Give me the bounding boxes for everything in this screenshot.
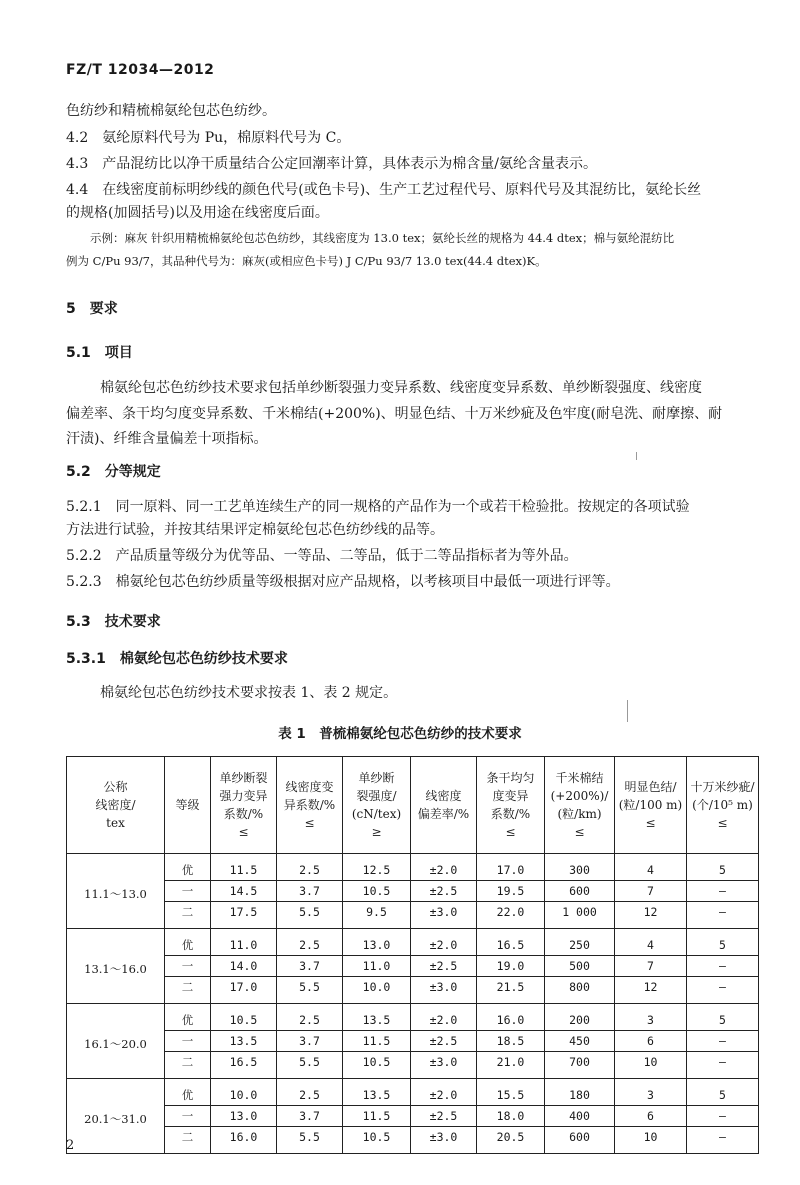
- grade-cell: 一: [165, 1031, 211, 1052]
- value-cell: 600: [545, 881, 615, 902]
- value-cell: 2.5: [277, 1004, 343, 1031]
- nominal-density-cell: 13.1～16.0: [67, 929, 165, 1004]
- grade-cell: 一: [165, 1106, 211, 1127]
- header-tenacity: 单纱断 裂强度/ (cN/tex) ≥: [343, 757, 411, 854]
- table-row: [67, 854, 759, 881]
- header-strength-cv: 单纱断裂 强力变异 系数/% ≤: [211, 757, 277, 854]
- example-line1: 示例：麻灰 针织用精梳棉氨纶包芯色纺纱，其线密度为 13.0 tex；氨纶长丝的规格为 44.4 dtex；棉与氨纶混纺比: [90, 231, 675, 245]
- header-density-cv: 线密度变 异系数/% ≤: [277, 757, 343, 854]
- table-row: [67, 956, 759, 977]
- value-cell: 14.5: [211, 881, 277, 902]
- value-cell: 5: [687, 929, 759, 956]
- clause-5-1-line2: 偏差率、条干均匀度变异系数、千米棉结(+200%)、明显色结、十万米纱疵及色牢度(耐皂洗、耐摩擦、耐: [66, 406, 723, 422]
- clause-5-2-2: 5.2.2 产品质量等级分为优等品、一等品、二等品，低于二等品指标者为等外品。: [66, 548, 578, 564]
- value-cell: ±2.0: [411, 854, 477, 881]
- header-color-knots: 明显色结/ (粒/100 m) ≤: [615, 757, 687, 854]
- value-cell: 10.5: [343, 881, 411, 902]
- scan-mark: [636, 452, 637, 460]
- value-cell: —: [687, 881, 759, 902]
- table-1-caption: 表 1 普梳棉氨纶包芯色纺纱的技术要求: [278, 726, 522, 742]
- value-cell: 3.7: [277, 1106, 343, 1127]
- paragraph-continuation: 色纺纱和精梳棉氨纶包芯色纺纱。: [66, 103, 276, 119]
- value-cell: ±3.0: [411, 902, 477, 929]
- value-cell: 10.0: [211, 1079, 277, 1106]
- value-cell: 11.0: [343, 956, 411, 977]
- clause-4-2: 4.2 氨纶原料代号为 Pu，棉原料代号为 C。: [66, 130, 351, 146]
- value-cell: 500: [545, 956, 615, 977]
- clause-5-2-3: 5.2.3 棉氨纶包芯色纺纱质量等级根据对应产品规格，以考核项目中最低一项进行评等。: [66, 574, 620, 590]
- value-cell: 2.5: [277, 929, 343, 956]
- value-cell: 12: [615, 902, 687, 929]
- header-nominal-density: 公称 线密度/ tex: [67, 757, 165, 854]
- clause-5-1-line3: 汗渍)、纤维含量偏差十项指标。: [66, 431, 268, 447]
- value-cell: 9.5: [343, 902, 411, 929]
- value-cell: 3: [615, 1079, 687, 1106]
- value-cell: —: [687, 902, 759, 929]
- value-cell: 7: [615, 956, 687, 977]
- header-neps: 千米棉结 (+200%)/ (粒/km) ≤: [545, 757, 615, 854]
- section-5-3-1-heading: 5.3.1 棉氨纶包芯色纺纱技术要求: [66, 651, 288, 667]
- value-cell: ±2.5: [411, 1106, 477, 1127]
- clause-5-2-1-line1: 5.2.1 同一原料、同一工艺单连续生产的同一规格的产品作为一个或若干检验批。按规定的各项试验: [66, 499, 690, 515]
- value-cell: 17.5: [211, 902, 277, 929]
- grade-cell: 二: [165, 1127, 211, 1154]
- value-cell: 10.0: [343, 977, 411, 1004]
- value-cell: 5.5: [277, 1127, 343, 1154]
- value-cell: 11.5: [343, 1106, 411, 1127]
- header-evenness-cv: 条干均匀 度变异 系数/% ≤: [477, 757, 545, 854]
- table-row: [67, 1127, 759, 1154]
- value-cell: 18.5: [477, 1031, 545, 1052]
- value-cell: 2.5: [277, 854, 343, 881]
- value-cell: 200: [545, 1004, 615, 1031]
- value-cell: 3: [615, 1004, 687, 1031]
- value-cell: 10.5: [343, 1052, 411, 1079]
- scan-mark: [627, 700, 628, 722]
- value-cell: 800: [545, 977, 615, 1004]
- grade-cell: 二: [165, 1052, 211, 1079]
- value-cell: 700: [545, 1052, 615, 1079]
- value-cell: 14.0: [211, 956, 277, 977]
- value-cell: ±2.0: [411, 1004, 477, 1031]
- value-cell: 450: [545, 1031, 615, 1052]
- grade-cell: 优: [165, 1004, 211, 1031]
- value-cell: ±2.5: [411, 881, 477, 902]
- table-row: [67, 1079, 759, 1106]
- table-row: [67, 902, 759, 929]
- value-cell: —: [687, 1052, 759, 1079]
- value-cell: 5.5: [277, 902, 343, 929]
- value-cell: —: [687, 1106, 759, 1127]
- table-row: [67, 977, 759, 1004]
- value-cell: 400: [545, 1106, 615, 1127]
- value-cell: ±2.0: [411, 929, 477, 956]
- value-cell: 6: [615, 1031, 687, 1052]
- grade-cell: 优: [165, 929, 211, 956]
- section-5-heading: 5 要求: [66, 301, 118, 317]
- value-cell: ±2.0: [411, 1079, 477, 1106]
- table-1: [66, 756, 759, 1154]
- value-cell: 4: [615, 854, 687, 881]
- value-cell: 7: [615, 881, 687, 902]
- clause-5-1-line1: 棉氨纶包芯色纺纱技术要求包括单纱断裂强力变异系数、线密度变异系数、单纱断裂强度、线密度: [100, 380, 702, 396]
- value-cell: 3.7: [277, 1031, 343, 1052]
- section-5-3-heading: 5.3 技术要求: [66, 614, 161, 630]
- example-line2: 例为 C/Pu 93/7，其品种代号为：麻灰(或相应色卡号) J C/Pu 93/7 13.0 tex(44.4 dtex)K。: [66, 254, 547, 268]
- value-cell: ±3.0: [411, 977, 477, 1004]
- value-cell: 17.0: [211, 977, 277, 1004]
- value-cell: 600: [545, 1127, 615, 1154]
- grade-cell: 一: [165, 881, 211, 902]
- value-cell: 180: [545, 1079, 615, 1106]
- value-cell: 16.5: [211, 1052, 277, 1079]
- value-cell: 13.5: [343, 1004, 411, 1031]
- value-cell: 11.5: [343, 1031, 411, 1052]
- value-cell: —: [687, 956, 759, 977]
- value-cell: 17.0: [477, 854, 545, 881]
- value-cell: 13.5: [343, 1079, 411, 1106]
- nominal-density-cell: 20.1～31.0: [67, 1079, 165, 1154]
- value-cell: 1 000: [545, 902, 615, 929]
- header-grade: 等级: [165, 757, 211, 854]
- grade-cell: 优: [165, 854, 211, 881]
- value-cell: —: [687, 1127, 759, 1154]
- value-cell: 13.0: [343, 929, 411, 956]
- clause-4-3: 4.3 产品混纺比以净干质量结合公定回潮率计算，具体表示为棉含量/氨纶含量表示。: [66, 156, 597, 172]
- value-cell: 4: [615, 929, 687, 956]
- header-density-deviation: 线密度 偏差率/%: [411, 757, 477, 854]
- value-cell: 5.5: [277, 1052, 343, 1079]
- value-cell: 19.5: [477, 881, 545, 902]
- page-number: 2: [66, 1138, 75, 1153]
- value-cell: 11.0: [211, 929, 277, 956]
- value-cell: 10: [615, 1127, 687, 1154]
- value-cell: 3.7: [277, 956, 343, 977]
- value-cell: 13.5: [211, 1031, 277, 1052]
- value-cell: 5.5: [277, 977, 343, 1004]
- grade-cell: 二: [165, 977, 211, 1004]
- grade-cell: 一: [165, 956, 211, 977]
- table-row: [67, 929, 759, 956]
- value-cell: 10.5: [343, 1127, 411, 1154]
- value-cell: 2.5: [277, 1079, 343, 1106]
- standard-code: FZ/T 12034—2012: [66, 62, 215, 78]
- value-cell: 10.5: [211, 1004, 277, 1031]
- value-cell: 21.0: [477, 1052, 545, 1079]
- value-cell: 300: [545, 854, 615, 881]
- value-cell: 5: [687, 1079, 759, 1106]
- value-cell: 16.0: [211, 1127, 277, 1154]
- value-cell: 3.7: [277, 881, 343, 902]
- value-cell: 5: [687, 1004, 759, 1031]
- value-cell: 16.5: [477, 929, 545, 956]
- value-cell: —: [687, 1031, 759, 1052]
- value-cell: ±3.0: [411, 1052, 477, 1079]
- value-cell: 10: [615, 1052, 687, 1079]
- clause-5-2-1-line2: 方法进行试验，并按其结果评定棉氨纶包芯色纺纱线的品等。: [66, 522, 444, 538]
- value-cell: 13.0: [211, 1106, 277, 1127]
- nominal-density-cell: 16.1～20.0: [67, 1004, 165, 1079]
- value-cell: 21.5: [477, 977, 545, 1004]
- value-cell: 12.5: [343, 854, 411, 881]
- clause-5-3-1-text: 棉氨纶包芯色纺纱技术要求按表 1、表 2 规定。: [100, 685, 398, 701]
- value-cell: 22.0: [477, 902, 545, 929]
- value-cell: 11.5: [211, 854, 277, 881]
- value-cell: 18.0: [477, 1106, 545, 1127]
- value-cell: 20.5: [477, 1127, 545, 1154]
- clause-4-4-line2: 的规格(加圆括号)以及用途在线密度后面。: [66, 205, 329, 221]
- grade-cell: 优: [165, 1079, 211, 1106]
- section-5-1-heading: 5.1 项目: [66, 345, 133, 361]
- value-cell: ±2.5: [411, 1031, 477, 1052]
- table-row: [67, 1004, 759, 1031]
- table-header-row: [67, 757, 759, 854]
- value-cell: ±3.0: [411, 1127, 477, 1154]
- value-cell: 250: [545, 929, 615, 956]
- table-row: [67, 881, 759, 902]
- table-row: [67, 1106, 759, 1127]
- section-5-2-heading: 5.2 分等规定: [66, 464, 161, 480]
- header-yarn-faults: 十万米纱疵/ (个/10⁵ m) ≤: [687, 757, 759, 854]
- value-cell: —: [687, 977, 759, 1004]
- nominal-density-cell: 11.1～13.0: [67, 854, 165, 929]
- value-cell: 15.5: [477, 1079, 545, 1106]
- table-row: [67, 1052, 759, 1079]
- value-cell: 12: [615, 977, 687, 1004]
- value-cell: 5: [687, 854, 759, 881]
- table-row: [67, 1031, 759, 1052]
- clause-4-4-line1: 4.4 在线密度前标明纱线的颜色代号(或色卡号)、生产工艺过程代号、原料代号及其混纺比，氨纶长丝: [66, 182, 702, 198]
- value-cell: 6: [615, 1106, 687, 1127]
- value-cell: 19.0: [477, 956, 545, 977]
- grade-cell: 二: [165, 902, 211, 929]
- value-cell: ±2.5: [411, 956, 477, 977]
- value-cell: 16.0: [477, 1004, 545, 1031]
